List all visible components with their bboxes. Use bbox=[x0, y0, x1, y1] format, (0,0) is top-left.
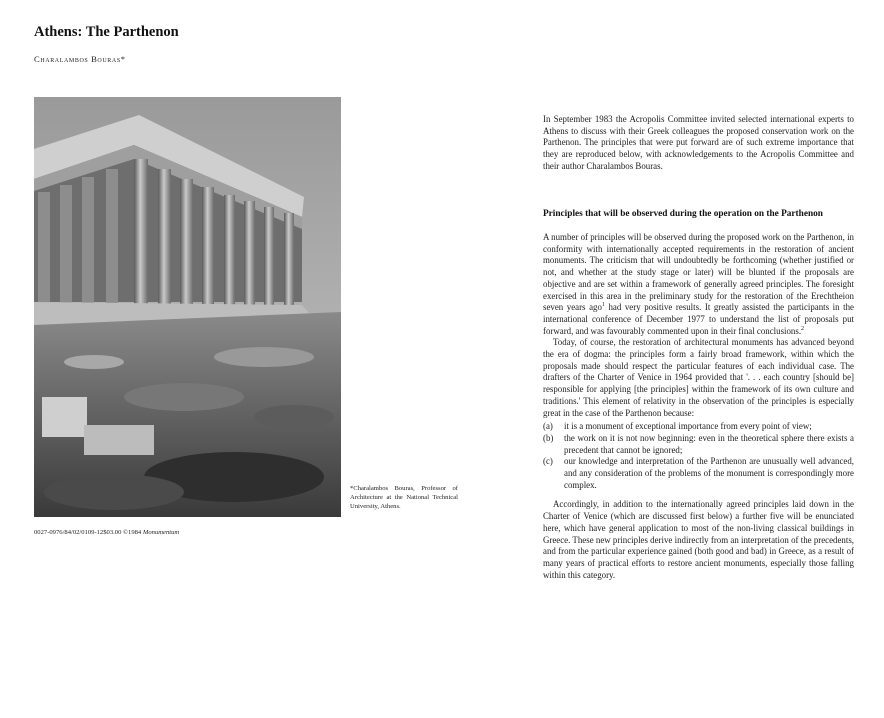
list-item bbox=[543, 433, 854, 456]
list-item-text: it is a monument of exceptional importance from every point of view; bbox=[564, 421, 812, 432]
list-item-text: our knowledge and interpretation of the Parthenon are unusually well advanced, and any consideration of the problems of the monument is correspondingly more complex. bbox=[564, 456, 854, 490]
parthenon-photo bbox=[34, 97, 341, 517]
conditions-list bbox=[543, 421, 854, 491]
footnote-ref-1: 1 bbox=[601, 302, 605, 309]
footnote-ref-2: 2 bbox=[801, 325, 805, 332]
author-footnote: *Charalambos Bouras, Professor of Architecture at the National Technical University, Athens. bbox=[350, 485, 458, 510]
list-marker: (a) bbox=[543, 421, 553, 432]
list-item bbox=[543, 456, 854, 491]
paragraph-2: Today, of course, the restoration of architectural monuments has advanced beyond the era of dogma: the principles form a fairly broad framework, within which the proposals made should respect the particular features of each individual case. The drafters of the Charter of Venice in 1964 provided that '. . . each country [should be] responsible for applying [the principles] within the framework of its own culture and traditions.' This element of relativity in the observation of the principles is especially great in the case of the Parthenon because: bbox=[543, 337, 854, 418]
list-item-text: the work on it is not now beginning: even in the theoretical sphere there exists a precedent that cannot be ignored; bbox=[564, 432, 854, 455]
paragraph-1 bbox=[543, 232, 854, 337]
author-name: Charalambos Bouras* bbox=[34, 54, 126, 64]
copyright-line bbox=[34, 529, 179, 536]
section-heading: Principles that will be observed during the operation on the Parthenon bbox=[543, 209, 823, 219]
list-marker: (b) bbox=[543, 432, 554, 443]
intro-text: In September 1983 the Acropolis Committee invited selected international experts to Athens to discuss with their Greek colleagues the proposed conservation work on the Parthenon. The principles that were put forward are of such extreme importance that they are reproduced below, with acknowledgements to the Acropolis Committee and their author Charalambos Bouras. bbox=[543, 114, 854, 171]
copyright-code: 0027-0976/84/02/0109-12$03.00 ©1984 bbox=[34, 529, 142, 536]
principles-section bbox=[543, 208, 854, 581]
paragraph-1-part-b: had very positive results. It greatly assisted the participants in the international conference of December 1977 to understand the list of proposals put forward, and was favourably commented upon in their final conclusions. bbox=[543, 302, 854, 336]
intro-paragraph bbox=[543, 114, 854, 173]
list-item bbox=[543, 421, 854, 433]
list-marker: (c) bbox=[543, 456, 553, 467]
paragraph-1-part-a: A number of principles will be observed during the proposed work on the Parthenon, in conformity with internationally accepted requirements in the restoration of ancient monuments. The criticism that will undoubtedly be forthcoming (whether justified or not, and whether at the study stage or later) will be blunted if the proposals are objective and are set within a framework of generally agreed principles. The foresight exercised in this area in the preliminary study for the restoration of the Erechtheion seven years ago bbox=[543, 232, 854, 313]
article-title: Athens: The Parthenon bbox=[34, 24, 179, 40]
paragraph-3: Accordingly, in addition to the internationally agreed principles laid down in the Charter of Venice (which are discussed first below) a further five will be enunciated here, which have general application to most of the non-living classical buildings in Greece. These new principles derive indirectly from an interpretation of the precedents, and from the particular experience gained (both good and bad) in Greece, as a result of many years of practical efforts to restore ancient monuments, especially those falling within this category. bbox=[543, 499, 854, 580]
journal-name: Monumentum bbox=[142, 529, 180, 536]
